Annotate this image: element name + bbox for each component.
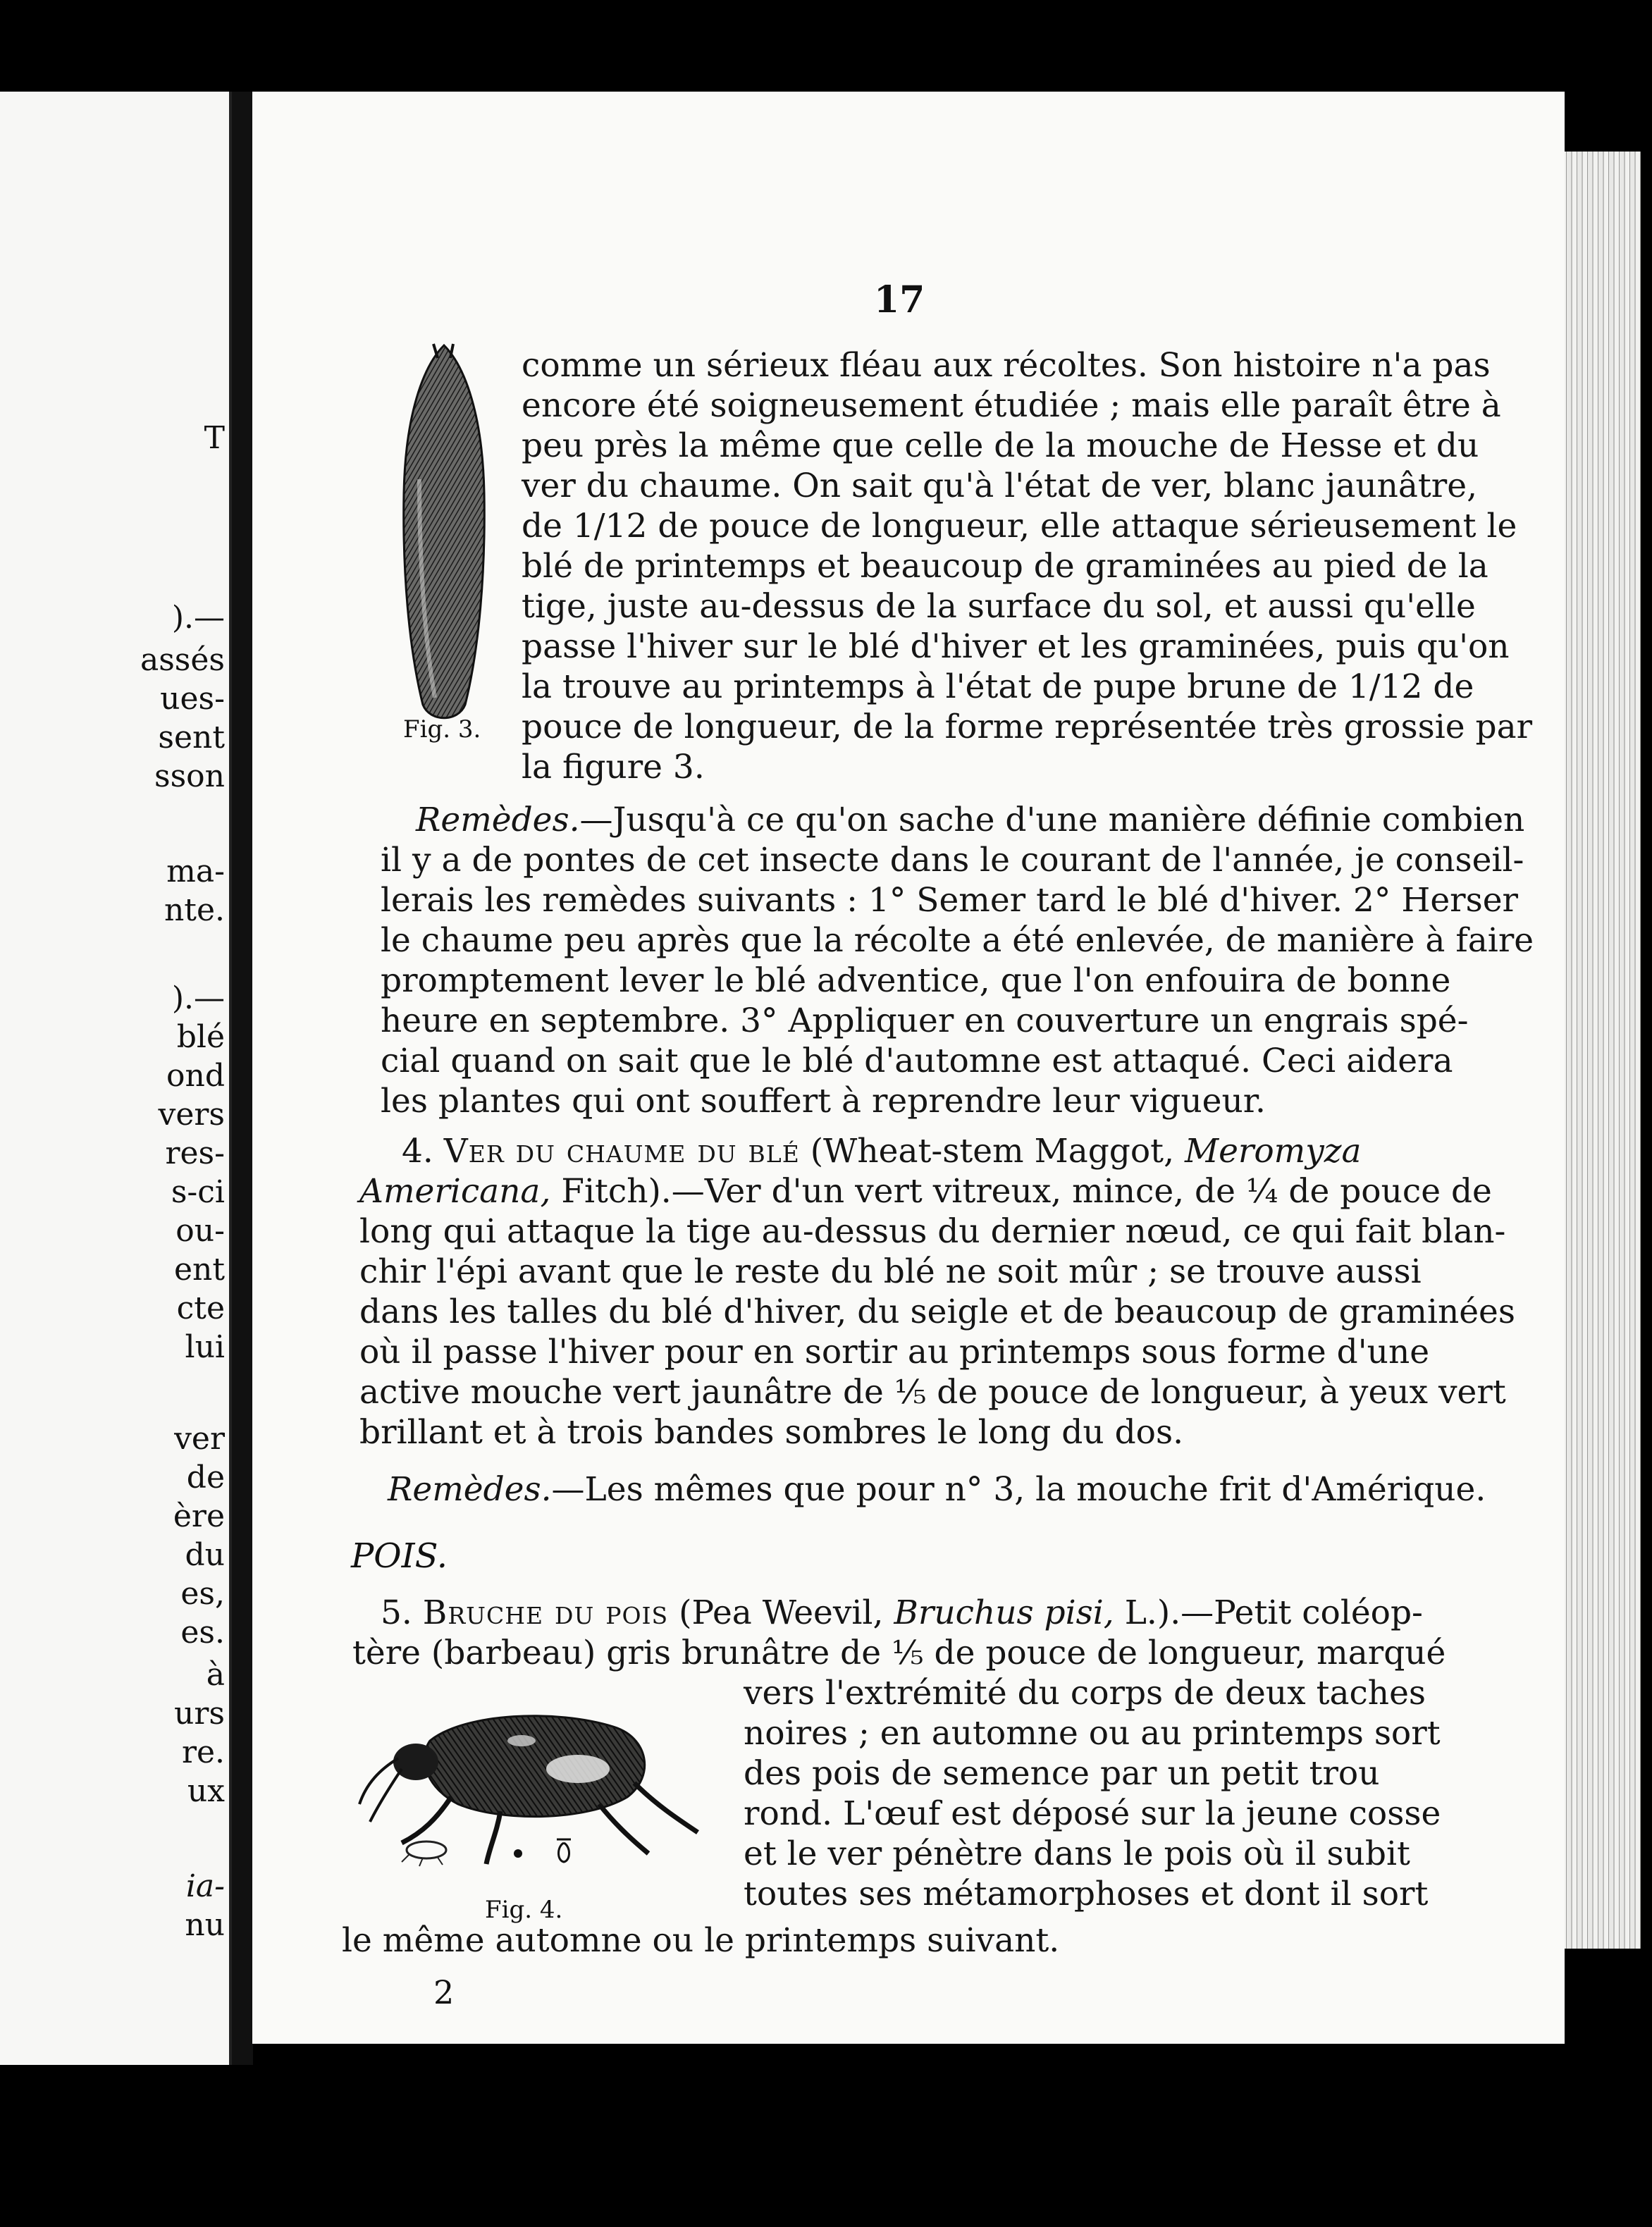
section-heading-pois: POIS. — [351, 1536, 448, 1576]
left-line: ).— — [171, 980, 225, 1016]
left-line: assés — [140, 642, 225, 678]
left-line: du — [185, 1537, 225, 1573]
left-line: sson — [154, 758, 225, 794]
text-line: vers l'extrémité du corps de deux taches — [744, 1674, 1426, 1713]
page-edges — [1554, 152, 1641, 1949]
left-line: à — [206, 1657, 225, 1693]
left-line: sent — [158, 720, 225, 755]
fig3-pupa-illustration — [391, 338, 497, 733]
left-line: T — [204, 420, 225, 456]
text-line: heure en septembre. 3° Appliquer en couverture un engrais spé- — [381, 1001, 1469, 1040]
text-line: les plantes qui ont souffert à reprendre leur vigueur. — [381, 1082, 1266, 1121]
left-line: ia- — [185, 1868, 225, 1904]
text-span: —Les mêmes que pour n° 3, la mouche frit d'Amérique. — [551, 1470, 1486, 1509]
remedes-2-line — [388, 1470, 1486, 1509]
text-line: chir l'épi avant que le reste du blé ne soit mûr ; se trouve aussi — [359, 1252, 1422, 1291]
left-line: blé — [176, 1019, 225, 1055]
item-title: Bruche du pois — [422, 1593, 669, 1632]
latin-name: Meromyza — [1184, 1132, 1362, 1171]
left-line: urs — [174, 1696, 225, 1732]
text-line: active mouche vert jaunâtre de ⅕ de pouce de longueur, à yeux vert — [359, 1373, 1506, 1412]
text-span: (Pea Weevil, — [668, 1593, 894, 1632]
text-line: cial quand on sait que le blé d'automne est attaqué. Ceci aidera — [381, 1042, 1453, 1080]
item-5-first-line — [381, 1593, 1423, 1632]
text-line: promptement lever le blé adventice, que l'on enfouira de bonne — [381, 961, 1451, 1000]
item-number: 4. — [402, 1132, 433, 1171]
item-title: Ver du chaume du blé — [443, 1132, 800, 1171]
text-line: la figure 3. — [522, 748, 705, 786]
text-line: rond. L'œuf est déposé sur la jeune cosse — [744, 1794, 1441, 1833]
item-4-first-line — [402, 1132, 1362, 1171]
text-line: le même automne ou le printemps suivant. — [342, 1921, 1060, 1960]
text-span: L.).—Petit coléop- — [1114, 1593, 1423, 1632]
left-line: s-ci — [171, 1174, 225, 1210]
item-4-second-line — [359, 1172, 1492, 1211]
text-line: ver du chaume. On sait qu'à l'état de ver, blanc jaunâtre, — [522, 467, 1478, 505]
text-line: il y a de pontes de cet insecte dans le courant de l'année, je conseil- — [381, 841, 1524, 880]
fig3-caption: Fig. 3. — [403, 715, 481, 744]
latin-name: Americana, — [359, 1172, 551, 1211]
left-line: ère — [173, 1498, 225, 1534]
text-line: où il passe l'hiver pour en sortir au printemps sous forme d'une — [359, 1333, 1430, 1371]
left-line: ond — [166, 1058, 225, 1094]
text-line: tige, juste au-dessus de la surface du sol, et aussi qu'elle — [522, 587, 1476, 626]
text-line: la trouve au printemps à l'état de pupe brune de 1/12 de — [522, 667, 1474, 706]
left-line: ou- — [175, 1213, 225, 1249]
text-line: peu près la même que celle de la mouche de Hesse et du — [522, 426, 1479, 465]
text-line: et le ver pénètre dans le pois où il subit — [744, 1834, 1410, 1873]
left-line: nte. — [164, 892, 225, 928]
left-line: es. — [180, 1615, 225, 1651]
item-number: 5. — [381, 1593, 412, 1632]
text-line: de 1/12 de pouce de longueur, elle attaque sérieusement le — [522, 507, 1517, 545]
text-line: encore été soigneusement étudiée ; mais elle paraît être à — [522, 386, 1501, 425]
left-line: ma- — [166, 853, 225, 889]
text-span: —Jusqu'à ce qu'on sache d'une manière définie combien — [579, 801, 1525, 839]
text-line: brillant et à trois bandes sombres le long du dos. — [359, 1413, 1184, 1452]
left-line: cte — [176, 1290, 225, 1326]
text-line: comme un sérieux fléau aux récoltes. Son histoire n'a pas — [522, 346, 1491, 385]
text-line: des pois de semence par un petit trou — [744, 1754, 1380, 1793]
book-gutter — [232, 92, 253, 2065]
left-line: re. — [181, 1734, 225, 1770]
remedes-1-first-line — [416, 803, 1524, 837]
text-line: noires ; en automne ou au printemps sort — [744, 1714, 1441, 1753]
fig4-caption: Fig. 4. — [485, 1896, 563, 1924]
left-line: ver — [174, 1421, 225, 1457]
left-line: ues- — [160, 681, 225, 717]
text-span: (Wheat-stem Maggot, — [799, 1132, 1185, 1171]
signature-mark: 2 — [433, 1973, 455, 2011]
text-span: Fitch).—Ver d'un vert vitreux, mince, de ¼ de pouce de — [550, 1172, 1492, 1211]
left-line: res- — [165, 1135, 225, 1171]
text-line: pouce de longueur, de la forme représentée très grossie par — [522, 708, 1533, 746]
left-line: ).— — [171, 600, 225, 636]
remedes-label: Remèdes. — [416, 801, 580, 839]
text-line: dans les talles du blé d'hiver, du seigle et de beaucoup de graminées — [359, 1293, 1515, 1331]
text-line: toutes ses métamorphoses et dont il sort — [744, 1875, 1429, 1913]
text-line: le chaume peu après que la récolte a été enlevée, de manière à faire — [381, 921, 1534, 960]
text-line: long qui attaque la tige au-dessus du dernier nœud, ce qui fait blan- — [359, 1212, 1506, 1251]
text-line: passe l'hiver sur le blé d'hiver et les graminées, puis qu'on — [522, 627, 1510, 666]
page-number: 17 — [874, 278, 925, 321]
remedes-label: Remèdes. — [388, 1470, 552, 1509]
text-line: blé de printemps et beaucoup de graminées au pied de la — [522, 547, 1488, 586]
left-line: vers — [158, 1097, 225, 1133]
left-line: ux — [187, 1773, 225, 1809]
text-line: lerais les remèdes suivants : 1° Semer tard le blé d'hiver. 2° Herser — [381, 881, 1519, 920]
left-page-fragment — [0, 92, 232, 2065]
left-line: nu — [185, 1907, 225, 1943]
text-line: tère (barbeau) gris brunâtre de ⅕ de pouce de longueur, marqué — [352, 1634, 1446, 1672]
fig4-weevil-illustration — [345, 1698, 719, 1889]
left-line: lui — [185, 1329, 225, 1365]
left-line: es, — [180, 1576, 225, 1612]
latin-name: Bruchus pisi, — [894, 1593, 1114, 1632]
left-line: de — [186, 1460, 225, 1495]
left-line: ent — [173, 1252, 225, 1288]
